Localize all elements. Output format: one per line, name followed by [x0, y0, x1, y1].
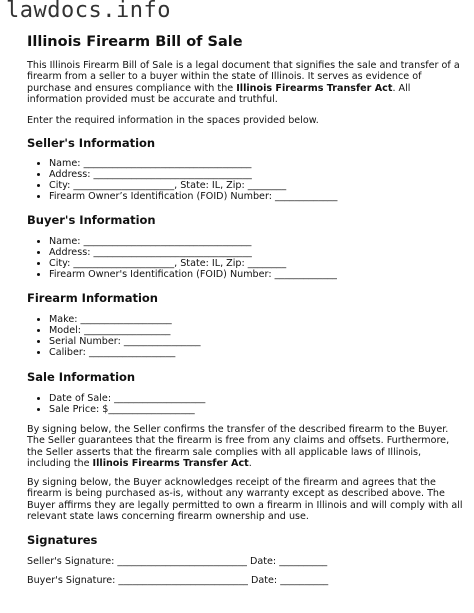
buyer-heading: Buyer's Information	[27, 213, 156, 227]
intro-paragraph	[27, 60, 467, 105]
site-watermark: lawdocs.info	[6, 0, 171, 23]
sale-field-list	[36, 393, 205, 415]
sale-heading: Sale Information	[27, 370, 136, 384]
buyer-statement-paragraph: By signing below, the Buyer acknowledges receipt of the firearm and agrees that the firearm is being purchased as-is, without any warranty except as described above. The Buyer affirms they are legally permitted to own a firearm in Illinois and will comply with all relevant state laws concerning firearm ownership and use.	[27, 477, 463, 522]
instruction-text: Enter the required information in the spaces provided below.	[27, 115, 319, 126]
buyer-foid-field[interactable]: • Firearm Owner's Identification (FOID) Number: _____________	[49, 269, 337, 280]
seller-heading: Seller's Information	[27, 136, 156, 150]
seller-signature-line[interactable]: Seller's Signature: ___________________________ Date: __________	[27, 556, 328, 567]
buyer-city-field[interactable]: • City: _____________________, State: IL, Zip: ________	[49, 258, 337, 269]
seller-name-field[interactable]: • Name: ___________________________________	[49, 158, 337, 169]
buyer-field-list	[36, 236, 337, 280]
sale-date-field[interactable]: • Date of Sale: ___________________	[49, 393, 205, 404]
page-title: Illinois Firearm Bill of Sale	[27, 34, 243, 50]
buyer-address-field[interactable]: • Address: _________________________________	[49, 247, 337, 258]
seller-foid-field[interactable]: • Firearm Owner’s Identification (FOID) Number: _____________	[49, 191, 337, 202]
buyer-name-field[interactable]: • Name: ___________________________________	[49, 236, 337, 247]
signatures-heading: Signatures	[27, 533, 98, 547]
seller-statement-paragraph	[27, 424, 467, 469]
intro-text-end: . All information provided must be accurate and truthful.	[27, 82, 411, 105]
buyer-signature-line[interactable]: Buyer's Signature: ___________________________ Date: __________	[27, 575, 329, 586]
seller-city-field[interactable]: • City: _____________________, State: IL, Zip: ________	[49, 180, 337, 191]
intro-text: This Illinois Firearm Bill of Sale is a legal document that signifies the sale and transfer of a firearm from a seller to a buyer within the state of Illinois. It serves as evidence of purchase and ensures compliance with the	[27, 60, 460, 94]
seller-statement-act-name: Illinois Firearms Transfer Act	[92, 457, 249, 469]
firearm-serial-field[interactable]: • Serial Number: ________________	[49, 336, 201, 347]
seller-statement-text: By signing below, the Seller confirms the transfer of the described firearm to the Buyer. The Seller guarantees that the firearm is free from any claims and offsets. Furthermore, the Seller asserts that the firearm sale complies with all applicable laws of Illinois, including the	[27, 424, 450, 469]
seller-address-field[interactable]: • Address: _________________________________	[49, 169, 337, 180]
sale-price-field[interactable]: • Sale Price: $__________________	[49, 404, 205, 415]
seller-field-list	[36, 158, 337, 202]
firearm-caliber-field[interactable]: • Caliber: __________________	[49, 347, 201, 358]
firearm-make-field[interactable]: • Make: ___________________	[49, 314, 201, 325]
firearm-heading: Firearm Information	[27, 291, 158, 305]
firearm-model-field[interactable]: • Model: __________________	[49, 325, 201, 336]
intro-act-name: Illinois Firearms Transfer Act	[236, 82, 393, 94]
seller-statement-text-end: .	[248, 457, 252, 469]
firearm-field-list	[36, 314, 201, 358]
